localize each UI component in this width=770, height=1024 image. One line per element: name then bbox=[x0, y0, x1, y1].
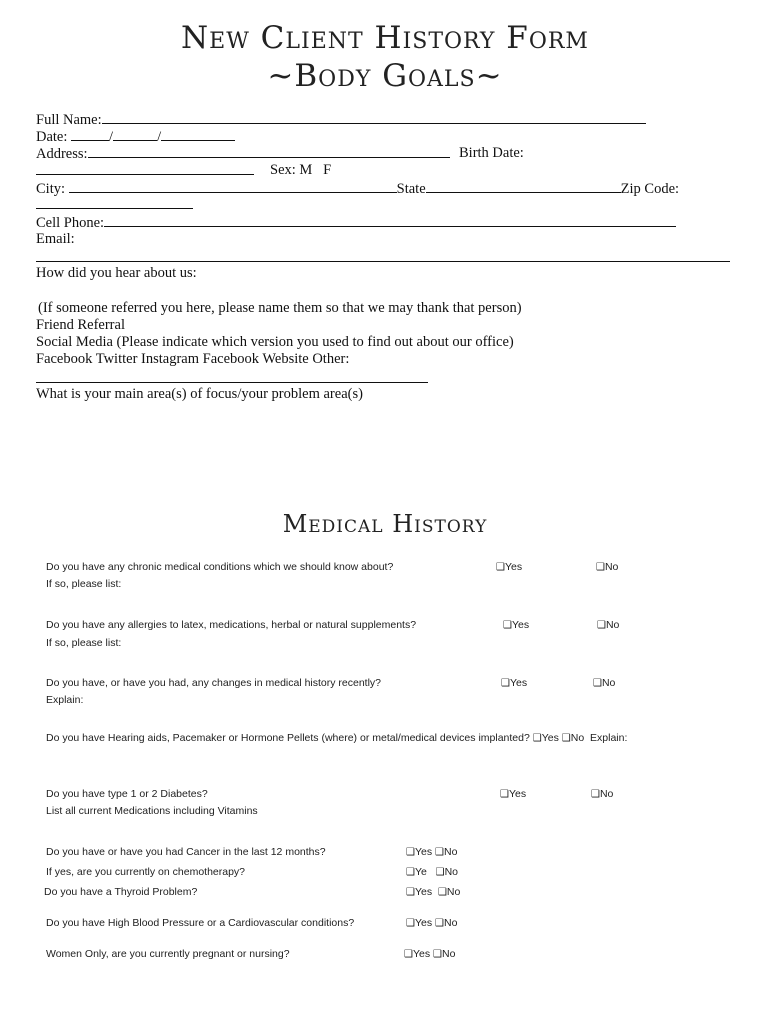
q-history-yes[interactable]: ❑Yes bbox=[501, 677, 528, 689]
sex-option-f[interactable]: F bbox=[323, 162, 332, 178]
q-chronic-list-label: If so, please list: bbox=[46, 578, 122, 590]
q-thyroid-no[interactable]: ❑No bbox=[437, 886, 461, 898]
date-day-field[interactable] bbox=[113, 128, 157, 141]
cell-phone-field[interactable] bbox=[104, 214, 676, 227]
checkbox-icon: ❑ bbox=[404, 949, 413, 960]
city-row bbox=[36, 180, 679, 198]
email-label: Email: bbox=[36, 231, 75, 247]
checkbox-icon: ❑ bbox=[435, 847, 444, 858]
checkbox-icon: ❑ bbox=[406, 847, 415, 858]
q-devices-explain-label: Explain: bbox=[590, 732, 628, 744]
q-blood-pressure-yes[interactable]: ❑Yes bbox=[406, 917, 433, 929]
other-source-field[interactable] bbox=[36, 382, 428, 383]
checkbox-icon: ❑ bbox=[596, 562, 605, 573]
q-cancer-yes[interactable]: ❑Yes bbox=[406, 846, 433, 858]
focus-area-question: What is your main area(s) of focus/your problem area(s) bbox=[36, 386, 363, 402]
q-chemotherapy-yes[interactable]: ❑Ye bbox=[406, 866, 427, 878]
checkbox-icon: ❑ bbox=[593, 678, 602, 689]
hear-about-label: How did you hear about us: bbox=[36, 265, 197, 281]
q-cancer: Do you have or have you had Cancer in the last 12 months? bbox=[46, 846, 326, 858]
q-cancer-options bbox=[406, 846, 457, 858]
q-diabetes: Do you have type 1 or 2 Diabetes? bbox=[46, 788, 208, 800]
q-devices-no[interactable]: ❑No bbox=[561, 732, 585, 744]
date-separator: / bbox=[109, 129, 114, 145]
q-devices-yes[interactable]: ❑Yes bbox=[532, 732, 559, 744]
q-chemotherapy-no[interactable]: ❑No bbox=[435, 866, 459, 878]
address-row bbox=[36, 145, 450, 163]
form-title: New Client History Form bbox=[181, 20, 589, 56]
q-allergies-no[interactable]: ❑No bbox=[597, 619, 620, 631]
referral-note: (If someone referred you here, please name them so that we may thank that person) bbox=[38, 300, 522, 316]
medical-history-heading: Medical History bbox=[282, 510, 488, 538]
checkbox-icon: ❑ bbox=[561, 733, 571, 744]
q-blood-pressure-no[interactable]: ❑No bbox=[435, 917, 458, 929]
q-diabetes-no[interactable]: ❑No bbox=[591, 788, 614, 800]
sex-row bbox=[270, 162, 331, 179]
checkbox-icon: ❑ bbox=[435, 867, 445, 878]
checkbox-icon: ❑ bbox=[500, 789, 509, 800]
q-pregnant-yes[interactable]: ❑Yes bbox=[404, 948, 431, 960]
email-field[interactable] bbox=[36, 261, 730, 262]
checkbox-icon: ❑ bbox=[406, 867, 415, 878]
q-pregnant: Women Only, are you currently pregnant or nursing? bbox=[46, 948, 290, 960]
cell-phone-label: Cell Phone: bbox=[36, 215, 105, 231]
q-allergies: Do you have any allergies to latex, medications, herbal or natural supplements? bbox=[46, 619, 417, 631]
city-label: City: bbox=[36, 181, 66, 197]
date-year-field[interactable] bbox=[161, 128, 235, 141]
checkbox-icon: ❑ bbox=[437, 887, 447, 898]
q-chemotherapy-options bbox=[406, 866, 458, 878]
q-cancer-no[interactable]: ❑No bbox=[435, 846, 458, 858]
q-devices-row bbox=[46, 732, 627, 744]
platform-options[interactable]: Facebook Twitter Instagram Facebook Website Other: bbox=[36, 351, 350, 367]
q-history-changes: Do you have, or have you had, any changes in medical history recently? bbox=[46, 677, 382, 689]
date-row bbox=[36, 128, 235, 146]
checkbox-icon: ❑ bbox=[406, 918, 415, 929]
checkbox-icon: ❑ bbox=[435, 918, 444, 929]
checkbox-icon: ❑ bbox=[591, 789, 600, 800]
birth-date-label: Birth Date: bbox=[459, 145, 524, 161]
q-blood-pressure-options bbox=[406, 917, 457, 929]
q-pregnant-no[interactable]: ❑No bbox=[433, 948, 456, 960]
q-thyroid-yes[interactable]: ❑Yes bbox=[406, 886, 433, 898]
sex-label[interactable]: Sex: M bbox=[270, 162, 313, 178]
full-name-row bbox=[36, 111, 646, 129]
full-name-field[interactable] bbox=[102, 111, 646, 124]
full-name-label: Full Name: bbox=[36, 112, 102, 128]
checkbox-icon: ❑ bbox=[501, 678, 510, 689]
friend-referral-option[interactable]: Friend Referral bbox=[36, 317, 125, 333]
cell-row bbox=[36, 214, 676, 232]
q-devices: Do you have Hearing aids, Pacemaker or Hormone Pellets (where) or metal/medical devices implanted? bbox=[46, 732, 530, 744]
state-field[interactable] bbox=[426, 180, 621, 193]
address-line-2 bbox=[36, 162, 254, 180]
q-pregnant-options bbox=[404, 948, 455, 960]
city-field[interactable] bbox=[69, 180, 397, 193]
form-subtitle: ~Body Goals~ bbox=[267, 58, 503, 94]
q-history-no[interactable]: ❑No bbox=[593, 677, 616, 689]
social-media-option[interactable]: Social Media (Please indicate which version you used to find out about our office) bbox=[36, 334, 514, 350]
checkbox-icon: ❑ bbox=[433, 949, 442, 960]
q-blood-pressure: Do you have High Blood Pressure or a Cardiovascular conditions? bbox=[46, 917, 355, 929]
checkbox-icon: ❑ bbox=[597, 620, 606, 631]
zip-label: Zip Code: bbox=[620, 181, 680, 197]
q-thyroid: Do you have a Thyroid Problem? bbox=[44, 886, 198, 898]
q-allergies-list-label: If so, please list: bbox=[46, 637, 122, 649]
q-diabetes-yes[interactable]: ❑Yes bbox=[500, 788, 527, 800]
q-history-explain-label: Explain: bbox=[46, 694, 84, 706]
date-month-field[interactable] bbox=[71, 128, 109, 141]
date-separator: / bbox=[157, 129, 162, 145]
address-field-2[interactable] bbox=[36, 162, 254, 175]
q-chronic-yes[interactable]: ❑Yes bbox=[496, 561, 523, 573]
address-field[interactable] bbox=[88, 145, 450, 158]
q-medications-label: List all current Medications including Vitamins bbox=[46, 805, 258, 817]
checkbox-icon: ❑ bbox=[532, 733, 542, 744]
q-thyroid-options bbox=[406, 886, 460, 898]
checkbox-icon: ❑ bbox=[406, 887, 415, 898]
checkbox-icon: ❑ bbox=[496, 562, 505, 573]
q-chronic-conditions: Do you have any chronic medical conditions which we should know about? bbox=[46, 561, 394, 573]
checkbox-icon: ❑ bbox=[503, 620, 512, 631]
date-label: Date: bbox=[36, 129, 68, 145]
zip-code-field[interactable] bbox=[36, 208, 193, 209]
q-allergies-yes[interactable]: ❑Yes bbox=[503, 619, 530, 631]
address-label: Address: bbox=[36, 146, 88, 162]
state-label: State bbox=[396, 181, 426, 197]
q-chemotherapy: If yes, are you currently on chemotherapy? bbox=[46, 866, 246, 878]
q-chronic-no[interactable]: ❑No bbox=[596, 561, 619, 573]
